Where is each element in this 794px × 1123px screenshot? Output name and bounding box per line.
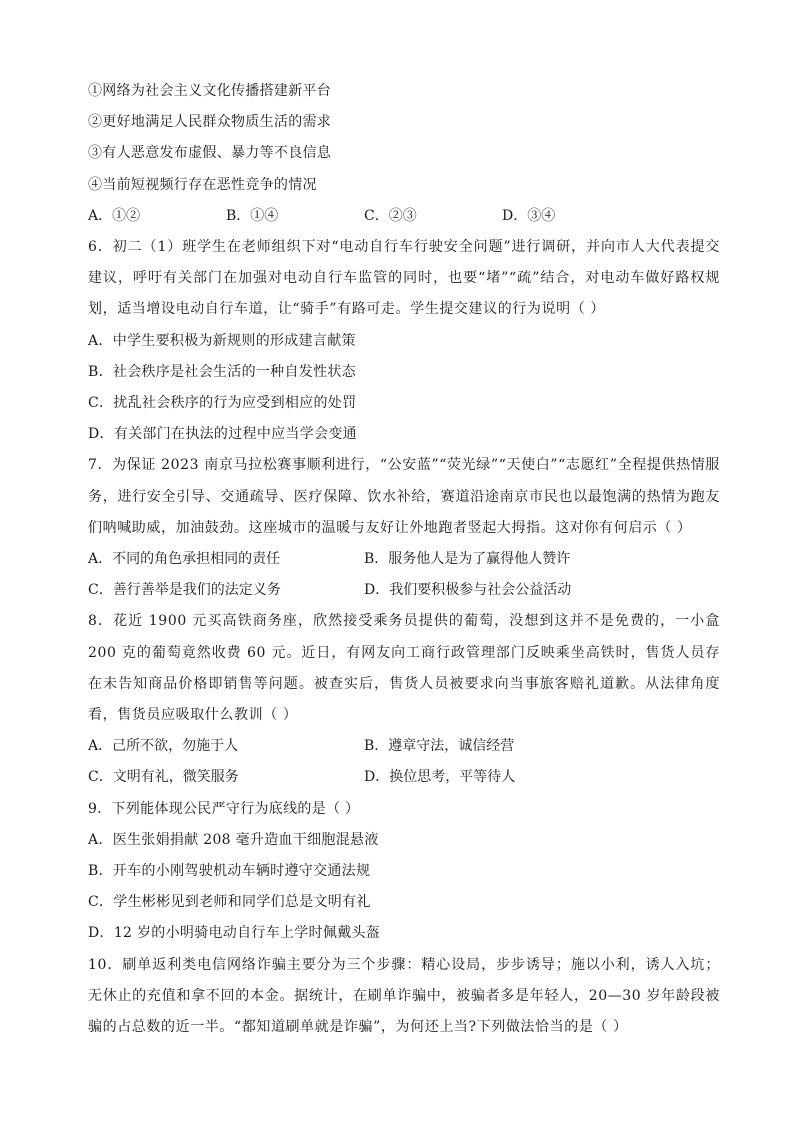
- q7-option-b: B．服务他人是为了赢得他人赞许: [364, 551, 571, 568]
- exam-page: [88, 76, 720, 1043]
- q9-option-d: D．12 岁的小明骑电动自行车上学时佩戴头盔: [88, 925, 381, 942]
- q9-option-a: A．医生张娟捐献 208 毫升造血干细胞混悬液: [88, 831, 379, 848]
- q8-option-c: C．文明有礼，微笑服务: [88, 769, 239, 786]
- q8-option-b: B．遵章守法，诚信经营: [364, 738, 515, 755]
- statement-1: ①网络为社会主义文化传播搭建新平台: [88, 83, 332, 99]
- q6-option-c: C．扰乱社会秩序的行为应受到相应的处罚: [88, 395, 357, 412]
- q6-option-d: D．有关部门在执法的过程中应当学会变通: [88, 426, 357, 443]
- q8-option-a: A．己所不欲，勿施于人: [88, 738, 239, 755]
- q6-option-b: B．社会秩序是社会生活的一种自发性状态: [88, 363, 356, 380]
- q7-option-a: A．不同的角色承担相同的责任: [88, 551, 281, 568]
- q6-option-a: A．中学生要积极为新规则的形成建言献策: [88, 332, 356, 349]
- q7-stem: 7．为保证 2023 南京马拉松赛事顺利进行，“公安蓝”“荧光绿”“天使白”“志愿红”全程提供热情服务，进行安全引导、交通疏导、医疗保障、饮水补给，赛道沿途南京市民也以最饱满的热情为跑友们呐喊助威，加油鼓劲。这座城市的温暖与友好让外地跑者竖起大拇指。这对你有何启示（ ）: [88, 457, 720, 536]
- q7-option-d: D．我们要积极参与社会公益活动: [364, 582, 572, 599]
- q7-option-c: C．善行善举是我们的法定义务: [88, 582, 281, 599]
- q7-options-row-1: [88, 544, 720, 575]
- q6-stem: 6．初二（1）班学生在老师组织下对“电动自行车行驶安全问题”进行调研，并向市人大代表提交建议，呼吁有关部门在加强对电动自行车监管的同时，也要“堵”“疏”结合，对电动车做好路权规划，适当增设电动自行车道，让“骑手”有路可走。学生提交建议的行为说明（ ）: [88, 239, 720, 318]
- q9-option-b: B．开车的小刚驾驶机动车辆时遵守交通法规: [88, 863, 371, 880]
- statement-3: ③有人恶意发布虚假、暴力等不良信息: [88, 145, 332, 162]
- q10-stem: 10．刷单返利类电信网络诈骗主要分为三个步骤：精心设局，步步诱导；施以小利，诱人入坑；无休止的充值和拿不回的本金。据统计，在刷单诈骗中，被骗者多是年轻人，20—30 岁年龄段被骗的占总数的近一半。“都知道刷单就是诈骗”，为何还上当?下列做法恰当的是（ ）: [88, 956, 720, 1036]
- q5-option-b: B．①④: [226, 207, 279, 224]
- statement-2: ②更好地满足人民群众物质生活的需求: [88, 114, 332, 131]
- q5-option-d: D．③④: [502, 207, 556, 224]
- q8-option-d: D．换位思考，平等待人: [364, 769, 516, 786]
- q8-options-row-2: [88, 762, 720, 793]
- q9-stem: 9．下列能体现公民严守行为底线的是（ ）: [88, 800, 360, 817]
- q9-option-c: C．学生彬彬见到老师和同学们总是文明有礼: [88, 894, 371, 911]
- q5-option-c: C．②③: [364, 207, 417, 224]
- q8-options-row-1: [88, 731, 720, 762]
- q8-stem: 8．花近 1900 元买高铁商务座，欣然接受乘务员提供的葡萄，没想到这并不是免费的，一小盒 200 克的葡萄竟然收费 60 元。近日，有网友向工商行政管理部门反映乘坐高铁时，售货人员存在未告知商品价格即销售等问题。被查实后，售货人员被要求向当事旅客赔礼道歉。从法律角度看，售货员应吸取什么教训（ ）: [88, 613, 720, 724]
- q7-options-row-2: [88, 575, 720, 606]
- q5-options: [88, 201, 720, 232]
- statement-4: ④当前短视频行存在恶性竞争的情况: [88, 176, 317, 193]
- q5-option-a: A．①②: [88, 207, 141, 224]
